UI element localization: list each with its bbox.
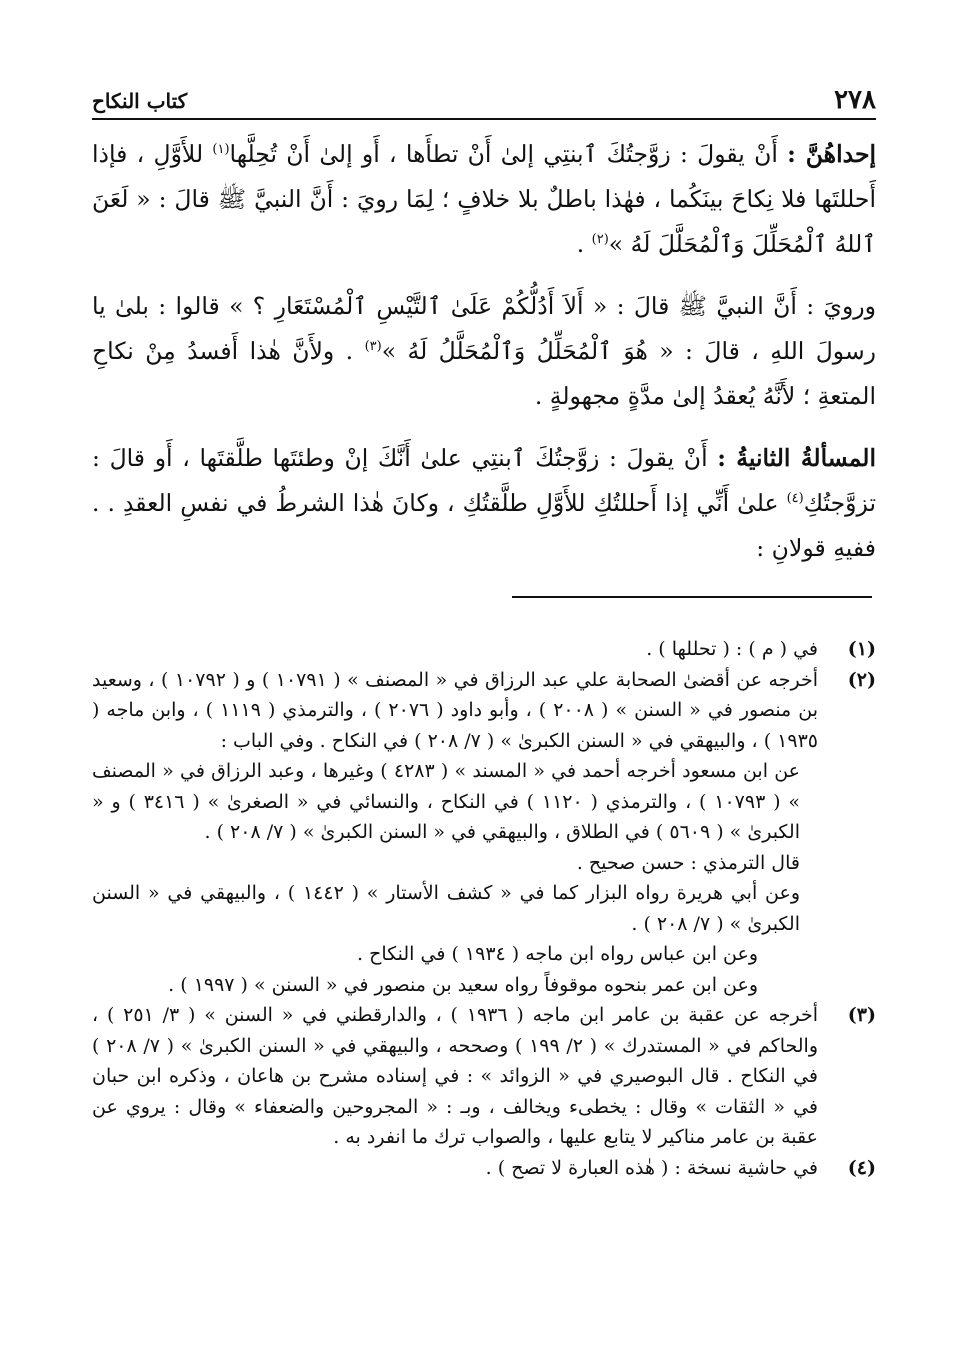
footnote-line: في حاشية نسخة : ( هٰذه العبارة لا تصح ) . — [485, 1156, 818, 1179]
footnote-body — [92, 634, 818, 665]
paragraph-text: علىٰ أَنِّي إذا أَحللتُكِ للأَوَّلِ طلَّقتُكِ ، وكانَ هٰذا الشرطُ في نفسِ العقدِ . . ففيهِ قولانِ : — [92, 489, 876, 562]
paragraph-text: . ولأَنَّ هٰذا أَفسدُ مِنْ نكاحِ المتعةِ ؛ لأَنَّهُ يُعقدُ إلىٰ مدَّةٍ مجهولةٍ . — [92, 337, 876, 410]
footnote-body — [92, 1000, 818, 1153]
paragraph-lead: المسألةُ الثانيةُ : — [717, 444, 876, 472]
footnote-ref[interactable]: (١) — [212, 142, 230, 158]
footnote-line: وعن ابن عمر بنحوه موقوفاً رواه سعيد بن منصور في « السنن » ( ١٩٩٧ ) . — [168, 973, 758, 996]
running-title: كتاب النكاح — [92, 89, 188, 113]
footnote-line: وعن ابن عباس رواه ابن ماجه ( ١٩٣٤ ) في النكاح . — [357, 943, 758, 965]
footnote — [92, 1000, 876, 1153]
footnote — [92, 665, 876, 1001]
paragraph-2 — [92, 284, 876, 419]
footnote-line: في ( م ) : ( تحللها ) . — [646, 638, 818, 660]
footnote-line: عن ابن مسعود أخرجه أحمد في « المسند » ( ٤٢٨٣ ) وغيرها ، وعبد الرزاق في « المصنف » ( ١٠٧٩٣ ) ، والترمذي ( ١١٢٠ ) في النكاح ، والنسائي في « الصغرىٰ » ( ٣٤١٦ ) و « الكبرىٰ » ( ٥٦٠٩ ) في الطلاق ، والبيهقي في « السنن الكبرىٰ » ( ٧/ ٢٠٨ ) . — [92, 760, 800, 843]
paragraph-text: أَنْ يقولَ : زوَّجتُكَ ٱبنتِي علىٰ أَنَّكَ إنْ وطئتَها طلَّقتَها ، أَو قالَ : تزوَّجتُكِ — [92, 444, 876, 517]
page-header — [92, 84, 876, 120]
footnote-line: أخرجه عن أقضىٰ الصحابة علي عبد الرزاق في « المصنف » ( ١٠٧٩١ ) و ( ١٠٧٩٢ ) ، وسعيد بن منصور في « السنن » ( ٢٠٠٨ ) ، وأبو داود ( ٢٠٧٦ ) ، والترمذي ( ١١١٩ ) ، وابن ماجه ( ١٩٣٥ ) ، والبيهقي في « السنن الكبرىٰ » ( ٧/ ٢٠٨ ) في النكاح . وفي الباب : — [92, 668, 818, 752]
paragraph-1 — [92, 132, 876, 267]
footnote-body — [92, 1153, 818, 1184]
paragraph-text: أَنْ يقولَ : زوَّجتُكَ ٱبنتِي إلىٰ أَنْ تطأَها ، أَو إلىٰ أَنْ تُحِلَّها — [229, 140, 788, 168]
footnote-line: أخرجه عن عقبة بن عامر ابن ماجه ( ١٩٣٦ ) ، والدارقطني في « السنن » ( ٣/ ٢٥١ ) ، والحاكم في « المستدرك » ( ٢/ ١٩٩ ) وصححه ، والبيهقي في « السنن الكبرىٰ » ( ٧/ ٢٠٨ ) في النكاح . قال البوصيري في « الزوائد » : في إسناده مشرح بن هاعان ، وذكره ابن حبان في « الثقات » وقال : يخطىء ويخالف ، وبـ : « المجروحين والضعفاء » وقال : يروي عن عقبة بن عامر مناكير لا يتابع عليها ، والصواب ترك ما انفرد به . — [92, 1004, 819, 1148]
footnote — [92, 1153, 876, 1184]
main-text — [92, 132, 876, 588]
paragraph-text: ورويَ : أَنَّ النبيَّ ﷺ قالَ : « أَلاَ أَدُلُّكُمْ عَلَىٰ ٱلتَّيْسِ ٱلْمُسْتَعَارِ ؟ » قالوا : بلىٰ يا رسولَ اللهِ ، قالَ : « هُوَ ٱلْمُحَلِّلُ وَٱلْمُحَلَّلُ لَهُ » — [92, 292, 876, 365]
paragraph-text: للأَوَّلِ ، فإذا أَحللتَها فلا نِكاحَ بينَكُما ، فهٰذا باطلٌ بلا خلافٍ ؛ لِمَا رويَ : أَنَّ النبيَّ ﷺ قالَ : « لَعَنَ ٱللهُ ٱلْمُحَلِّلَ وَٱلْمُحَلَّلَ لَهُ » — [92, 140, 876, 258]
footnote-ref[interactable]: (٤) — [786, 491, 804, 507]
footnote-number: (٤) — [847, 1156, 876, 1179]
footnotes — [92, 634, 876, 1183]
footnote-number: (٢) — [847, 668, 876, 691]
paragraph-3 — [92, 436, 876, 571]
paragraph-lead: إحداهُنَّ : — [787, 140, 876, 168]
paragraph-text: . — [576, 230, 592, 258]
footnote — [92, 634, 876, 665]
footnote-line: وعن أبي هريرة رواه البزار كما في « كشف الأستار » ( ١٤٤٢ ) ، والبيهقي في « السنن الكبرىٰ » ( ٧/ ٢٠٨ ) . — [92, 882, 800, 935]
page-number: ٢٧٨ — [834, 85, 876, 115]
footnote-line: قال الترمذي : حسن صحيح . — [576, 851, 800, 874]
footnote-ref[interactable]: (٢) — [591, 232, 609, 248]
footnote-body — [92, 665, 818, 1001]
footnote-number: (١) — [847, 638, 876, 660]
footnote-number: (٣) — [847, 1004, 876, 1026]
footnote-separator — [512, 596, 872, 598]
footnote-ref[interactable]: (٣) — [364, 339, 382, 355]
